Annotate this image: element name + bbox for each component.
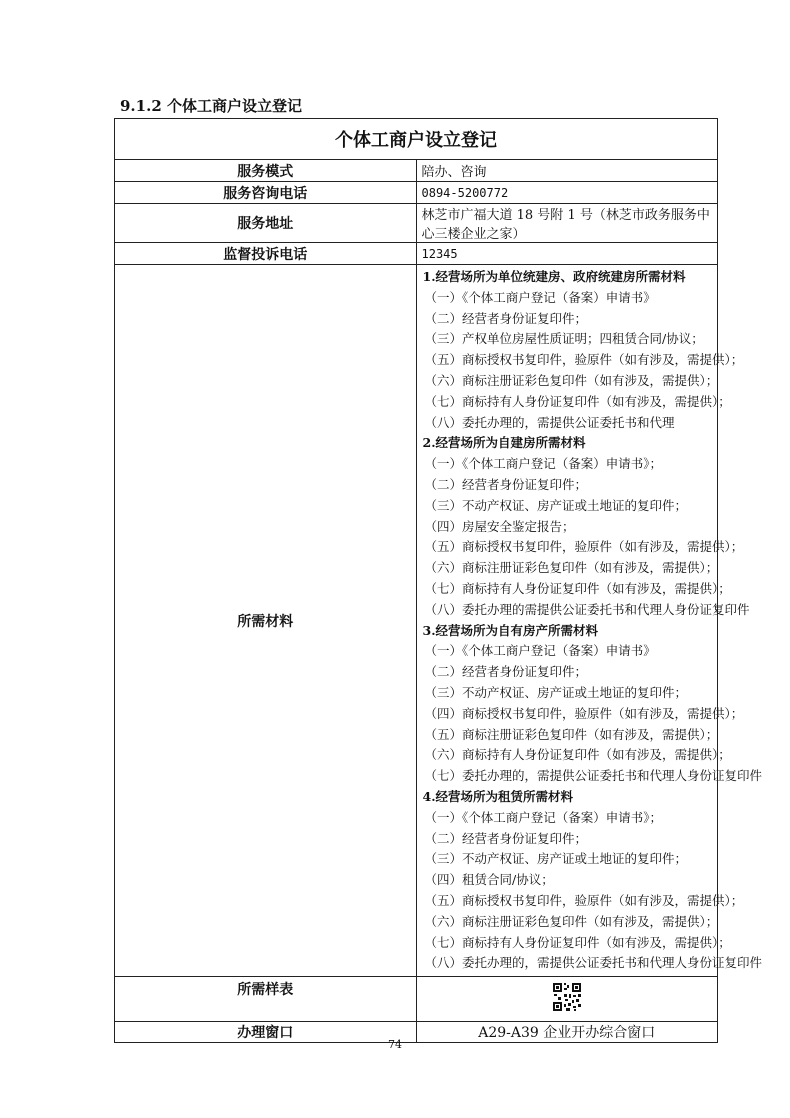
materials-section-1 [422,267,744,433]
list-item: （二）经营者身份证复印件； [424,310,588,326]
list-item: （五）商标授权书复印件，验原件（如有涉及，需提供）； [424,892,744,908]
table-row-complaint [115,243,718,265]
table-row-phone [115,182,718,204]
list-item: （一）《个体工商户登记（备案）申请书》 [424,289,656,305]
list-item: （三）产权单位房屋性质证明；四租赁合同/协议； [424,331,704,347]
table-row-materials [115,265,718,977]
list-item: （六）商标注册证彩色复印件（如有涉及，需提供）； [424,372,719,388]
list-item: （五）商标授权书复印件，验原件（如有涉及，需提供）； [424,352,744,368]
table-row-address [115,204,718,243]
list-item: （一）《个体工商户登记（备案）申请书》； [424,809,663,825]
service-mode-value: 陪办、咨询 [416,160,718,182]
table-title: 个体工商户设立登记 [115,119,718,160]
sample-cell [416,977,718,1022]
list-item: （七）商标持有人身份证复印件（如有涉及，需提供）； [424,580,731,596]
list-item: （三）不动产权证、房产证或土地证的复印件； [424,851,688,867]
list-item: （四）租赁合同/协议； [424,872,554,888]
list-item: （五）商标注册证彩色复印件（如有涉及，需提供）； [424,726,719,742]
service-address-value: 林芝市广福大道 18 号附 1 号（林芝市政务服务中心三楼企业之家） [416,204,718,243]
list-item: （七）商标持有人身份证复印件（如有涉及，需提供）； [424,393,731,409]
list-item: （三）不动产权证、房产证或土地证的复印件； [424,684,688,700]
list-item: （二）经营者身份证复印件； [424,476,588,492]
sample-label: 所需样表 [115,977,417,1022]
service-info-table [114,118,763,1043]
service-phone-label: 服务咨询电话 [115,182,417,204]
materials-section-2 [422,433,750,620]
list-item: （二）经营者身份证复印件； [424,830,588,846]
table-row-sample [115,977,718,1022]
list-item: （七）委托办理的，需提供公证委托书和代理人身份证复印件 [424,768,763,784]
materials-section-4 [422,787,763,974]
list-item: （三）不动产权证、房产证或土地证的复印件； [424,497,688,513]
service-address-label: 服务地址 [115,204,417,243]
materials-section-title: 4.经营场所为租赁所需材料 [422,788,574,804]
list-item: （八）委托办理的，需提供公证委托书和代理人身份证复印件 [424,955,763,971]
complaint-phone-value: 12345 [416,243,718,265]
list-item: （一）《个体工商户登记（备案）申请书》 [424,643,656,659]
list-item: （七）商标持有人身份证复印件（如有涉及，需提供）； [424,934,731,950]
materials-section-3 [422,621,763,787]
complaint-phone-label: 监督投诉电话 [115,243,417,265]
window-value: A29-A39 企业开办综合窗口 [416,1022,718,1043]
table-row-mode [115,160,718,182]
list-item: （二）经营者身份证复印件； [424,664,588,680]
materials-section-title: 2.经营场所为自建房所需材料 [422,435,586,451]
materials-list [416,265,763,977]
list-item: （六）商标注册证彩色复印件（如有涉及，需提供）； [424,560,719,576]
qr-code-icon[interactable] [552,982,582,1012]
list-item: （八）委托办理的，需提供公证委托书和代理 [424,414,675,430]
list-item: （八）委托办理的需提供公证委托书和代理人身份证复印件 [424,601,750,617]
materials-label: 所需材料 [115,265,417,977]
list-item: （六）商标持有人身份证复印件（如有涉及，需提供）； [424,747,731,763]
list-item: （四）房屋安全鉴定报告； [424,518,575,534]
page-number: 74 [388,1038,402,1051]
list-item: （一）《个体工商户登记（备案）申请书》； [424,456,663,472]
window-label: 办理窗口 [115,1022,417,1043]
list-item: （六）商标注册证彩色复印件（如有涉及，需提供）； [424,913,719,929]
list-item: （五）商标授权书复印件，验原件（如有涉及，需提供）； [424,539,744,555]
service-phone-value: 0894-5200772 [416,182,718,204]
list-item: （四）商标授权书复印件，验原件（如有涉及，需提供）； [424,705,744,721]
materials-section-title: 3.经营场所为自有房产所需材料 [422,622,599,638]
materials-section-title: 1.经营场所为单位统建房、政府统建房所需材料 [422,269,686,284]
service-mode-label: 服务模式 [115,160,417,182]
section-heading: 9.1.2 个体工商户设立登记 [120,97,302,115]
